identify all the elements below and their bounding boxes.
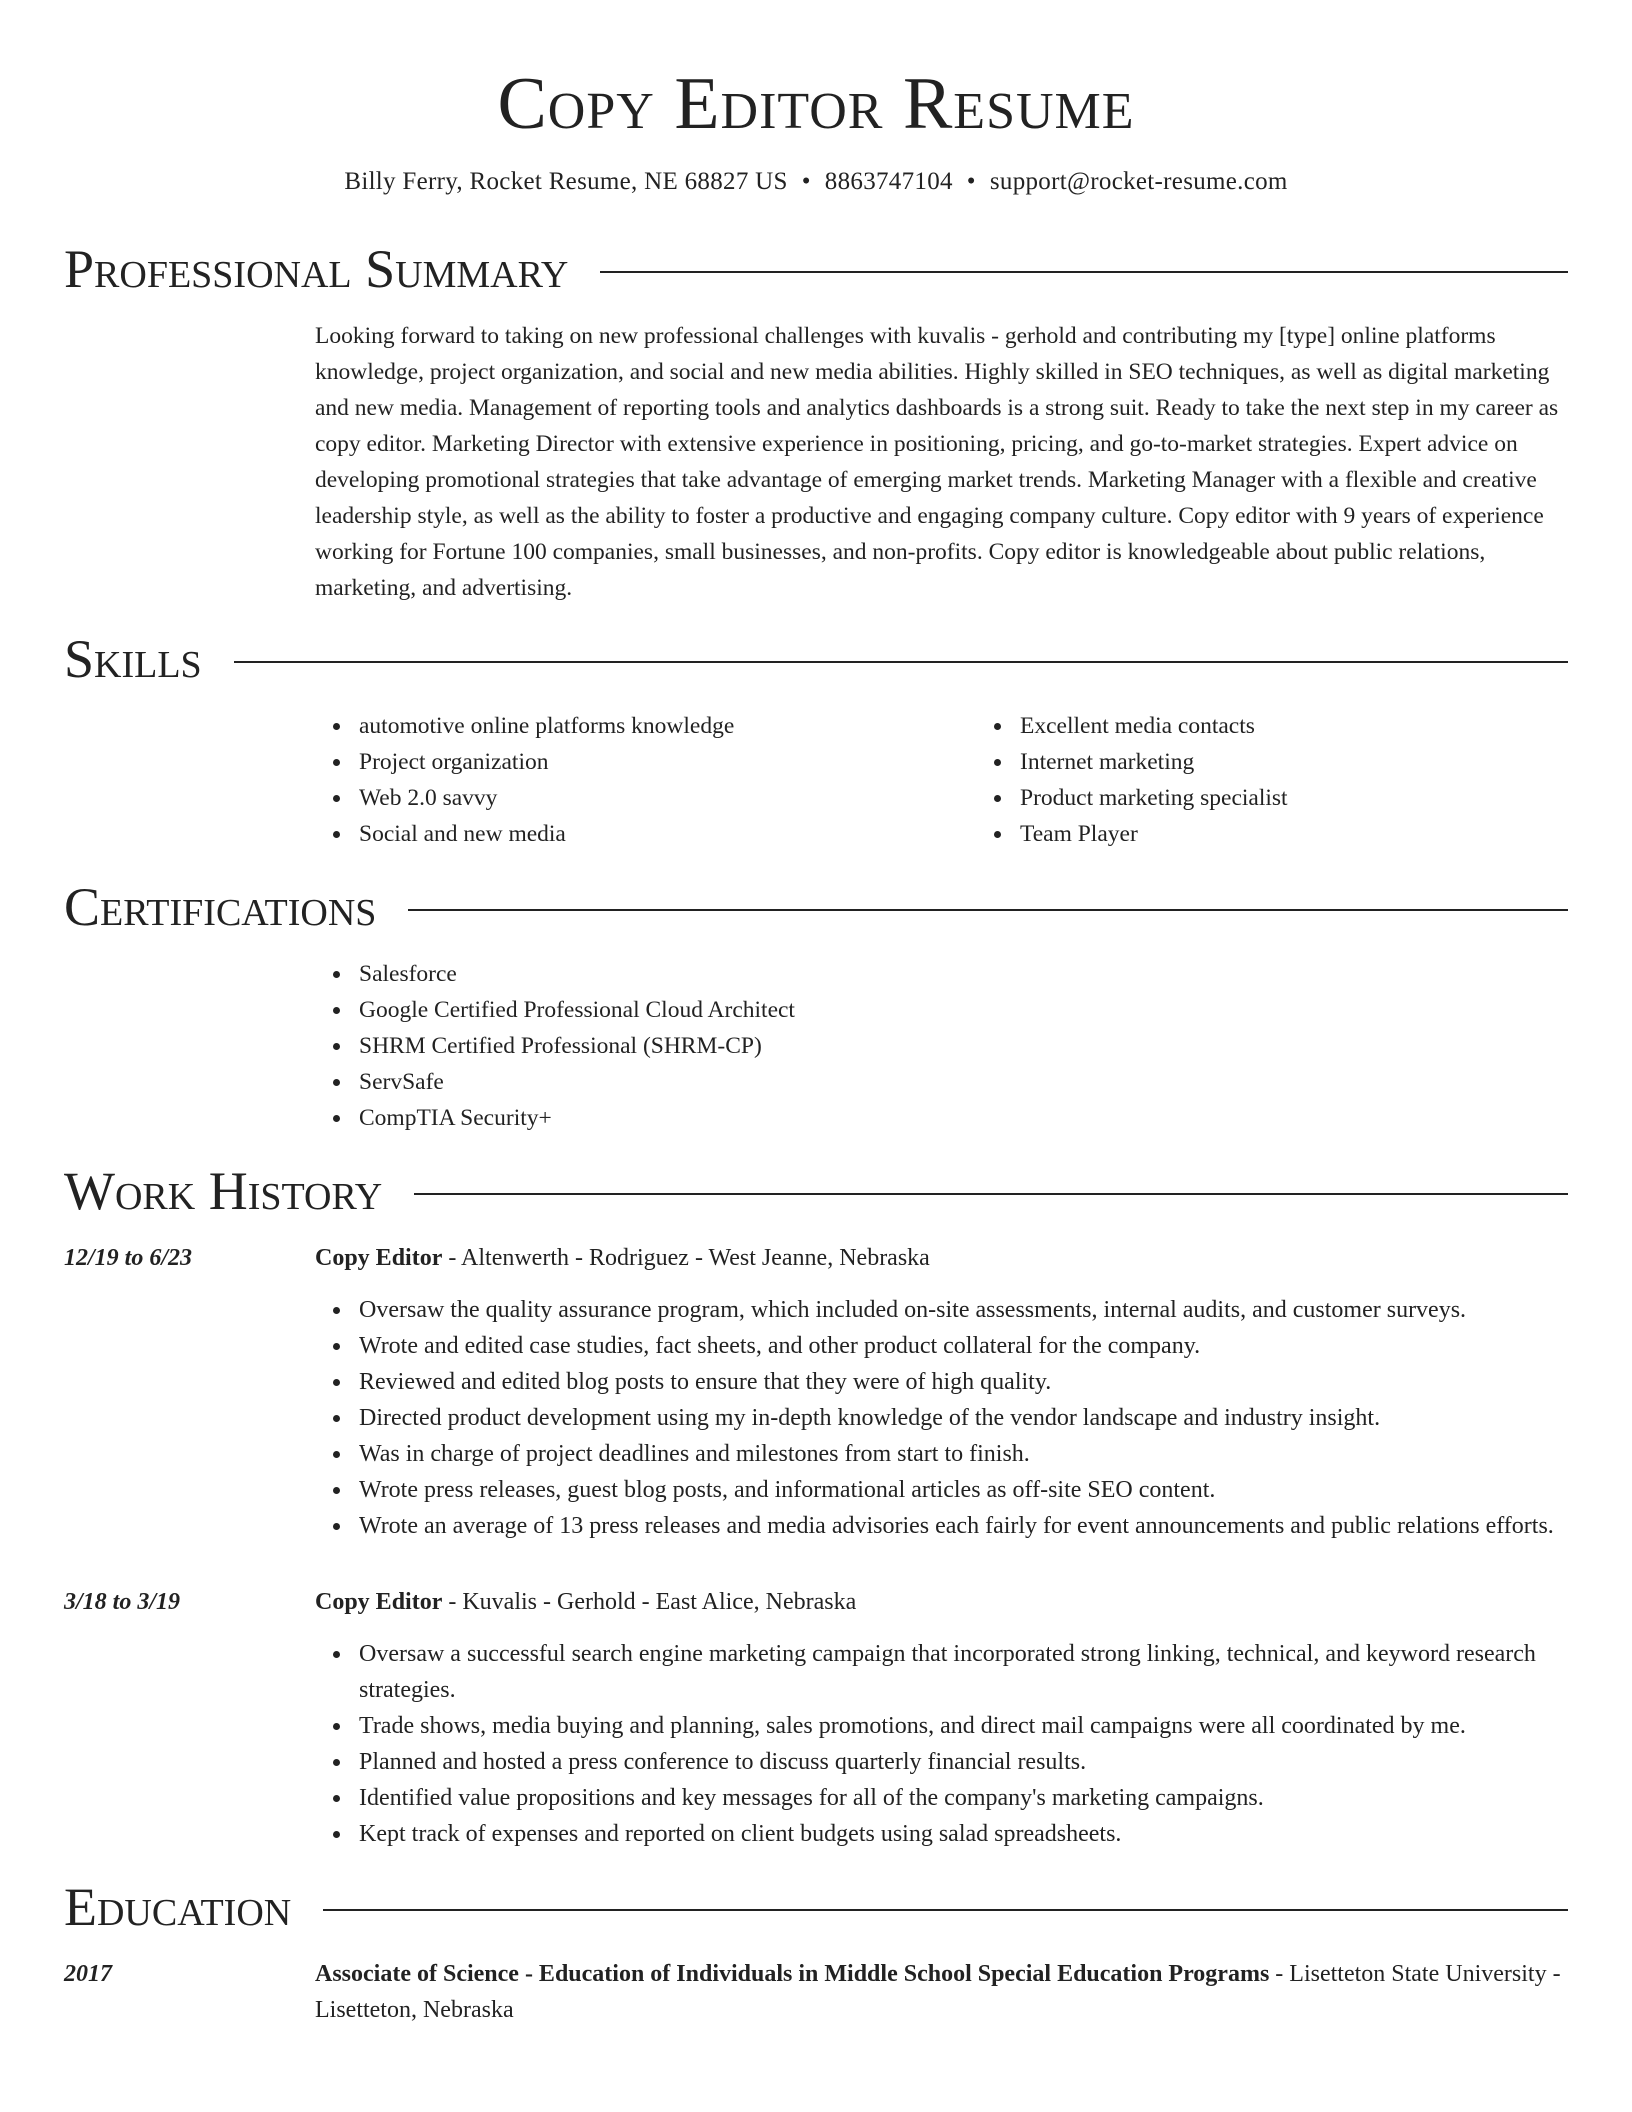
work-section	[64, 1158, 1568, 1852]
skills-heading: Skills	[64, 629, 202, 689]
section-divider	[600, 271, 1568, 273]
job-title: Copy Editor	[315, 1589, 443, 1615]
job-bullet: Trade shows, media buying and planning, sales promotions, and direct mail campaigns were all coordinated by me.	[359, 1708, 1568, 1744]
job-dates: 3/18 to 3/19	[64, 1589, 181, 1615]
skills-section	[64, 626, 1568, 852]
section-divider	[414, 1193, 1568, 1195]
certification-item: ServSafe	[359, 1064, 1568, 1100]
contact-separator: •	[801, 168, 811, 195]
skill-item: Team Player	[1020, 816, 1632, 852]
section-divider	[234, 661, 1568, 663]
summary-text: Looking forward to taking on new professional challenges with kuvalis - gerhold and contributing my [type] online platforms knowledge, project organization, and social and new media abilities. Highly skilled in SEO techniques, as well as digital marketing and new media. Management of reporting tools and analytics dashboards is a strong suit. Ready to take the next step in my career as copy editor. Marketing Director with extensive experience in positioning, pricing, and go-to-market strategies. Expert advice on developing promotional strategies that take advantage of emerging market trends. Marketing Manager with a flexible and creative leadership style, as well as the ability to foster a productive and engaging company culture. Copy editor with 9 years of experience working for Fortune 100 companies, small businesses, and non-profits. Copy editor is knowledgeable about public relations, marketing, and advertising.	[315, 323, 1559, 601]
job-bullet: Wrote an average of 13 press releases and media advisories each fairly for event announcements and public relations efforts.	[359, 1508, 1568, 1544]
certifications-list	[315, 956, 1568, 1136]
skill-item: Internet marketing	[1020, 744, 1632, 780]
summary-header	[64, 236, 1568, 302]
job-bullet: Directed product development using my in-depth knowledge of the vendor landscape and industry insight.	[359, 1400, 1568, 1436]
skills-list-left	[315, 708, 976, 852]
job-bullets	[315, 1292, 1568, 1544]
certification-item: SHRM Certified Professional (SHRM-CP)	[359, 1028, 1568, 1064]
summary-section	[64, 236, 1568, 606]
skill-item: Project organization	[359, 744, 976, 780]
contact-address: Billy Ferry, Rocket Resume, NE 68827 US	[344, 168, 788, 195]
skill-item: Social and new media	[359, 816, 976, 852]
job-title-line	[315, 1240, 1568, 1276]
job-bullet: Planned and hosted a press conference to discuss quarterly financial results.	[359, 1744, 1568, 1780]
job-employer: - Kuvalis - Gerhold - East Alice, Nebraska	[442, 1589, 857, 1615]
job-entry	[64, 1584, 1568, 1852]
skills-list-right	[976, 708, 1632, 852]
skill-item: Web 2.0 savvy	[359, 780, 976, 816]
job-dates: 12/19 to 6/23	[64, 1245, 193, 1271]
summary-body	[315, 318, 1568, 606]
job-employer: - Altenwerth - Rodriguez - West Jeanne, Nebraska	[442, 1245, 930, 1271]
job-bullets	[315, 1636, 1568, 1852]
certifications-body	[315, 956, 1568, 1136]
skill-item: automotive online platforms knowledge	[359, 708, 976, 744]
job-entry	[64, 1240, 1568, 1544]
skills-body	[315, 708, 1568, 852]
job-details	[315, 1240, 1568, 1544]
certification-item: CompTIA Security+	[359, 1100, 1568, 1136]
job-bullet: Wrote press releases, guest blog posts, and informational articles as off-site SEO content.	[359, 1472, 1568, 1508]
certifications-section	[64, 874, 1568, 1136]
resume-title: Copy Editor Resume	[497, 63, 1135, 145]
work-header	[64, 1158, 1568, 1224]
skills-header	[64, 626, 1568, 692]
education-section	[64, 1874, 1568, 2028]
certification-item: Google Certified Professional Cloud Architect	[359, 992, 1568, 1028]
education-degree: Associate of Science - Education of Individuals in Middle School Special Education Programs	[315, 1961, 1270, 1987]
job-bullet: Oversaw a successful search engine marketing campaign that incorporated strong linking, technical, and keyword research strategies.	[359, 1636, 1568, 1708]
certifications-header	[64, 874, 1568, 940]
summary-heading: Professional Summary	[64, 239, 569, 299]
contact-line	[64, 166, 1568, 198]
education-heading: Education	[64, 1877, 292, 1937]
job-title: Copy Editor	[315, 1245, 443, 1271]
work-heading: Work History	[64, 1161, 383, 1221]
education-details	[315, 1956, 1568, 2028]
education-school: - Lisetteton State University - Lisetteton, Nebraska	[315, 1961, 1561, 2023]
contact-separator: •	[966, 168, 976, 195]
job-bullet: Identified value propositions and key messages for all of the company's marketing campaigns.	[359, 1780, 1568, 1816]
skill-item: Product marketing specialist	[1020, 780, 1632, 816]
section-divider	[323, 1909, 1568, 1911]
section-divider	[408, 909, 1568, 911]
job-title-line	[315, 1584, 1568, 1620]
contact-phone: 8863747104	[824, 168, 953, 195]
contact-email[interactable]: support@rocket-resume.com	[989, 168, 1288, 195]
education-header	[64, 1874, 1568, 1940]
job-bullet: Was in charge of project deadlines and milestones from start to finish.	[359, 1436, 1568, 1472]
job-bullet: Kept track of expenses and reported on client budgets using salad spreadsheets.	[359, 1816, 1568, 1852]
certifications-heading: Certifications	[64, 877, 377, 937]
job-bullet: Reviewed and edited blog posts to ensure that they were of high quality.	[359, 1364, 1568, 1400]
education-year: 2017	[64, 1961, 112, 1987]
education-entry	[64, 1956, 1568, 2028]
job-details	[315, 1584, 1568, 1852]
job-bullet: Oversaw the quality assurance program, which included on-site assessments, internal audits, and customer surveys.	[359, 1292, 1568, 1328]
certification-item: Salesforce	[359, 956, 1568, 992]
job-bullet: Wrote and edited case studies, fact sheets, and other product collateral for the company.	[359, 1328, 1568, 1364]
skill-item: Excellent media contacts	[1020, 708, 1632, 744]
